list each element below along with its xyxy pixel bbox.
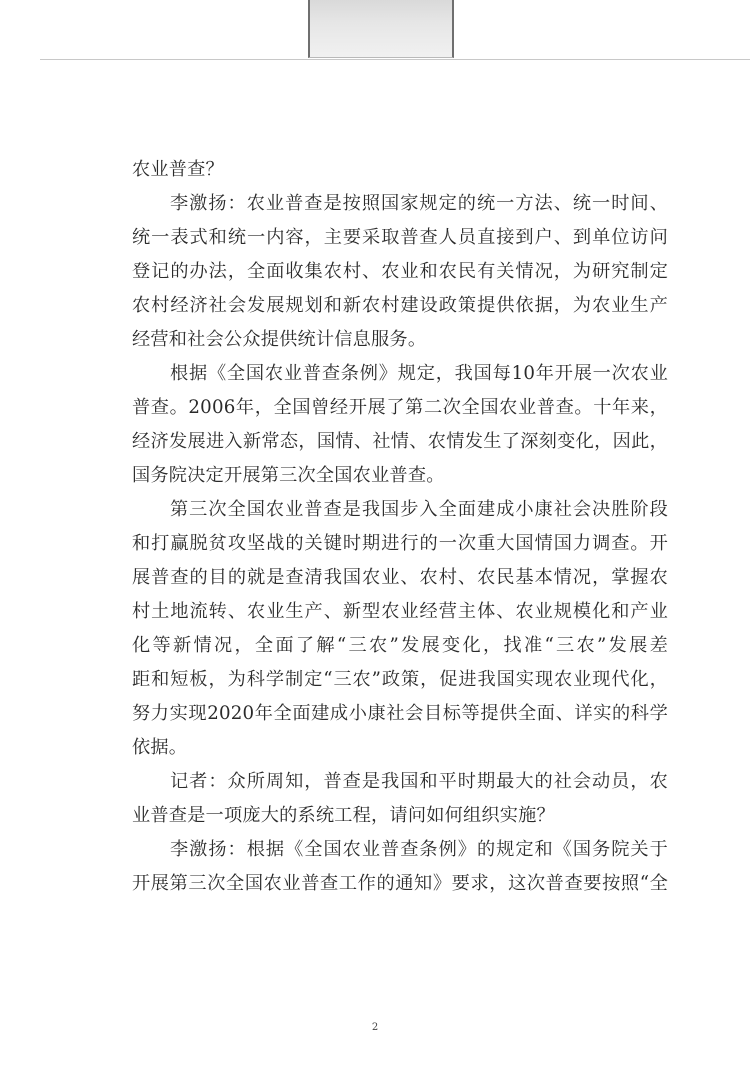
text-line: 开展第三次全国农业普查工作的通知》要求，这次普查要按照“全 [132, 873, 668, 894]
text-line: 村土地流转、农业生产、新型农业经营主体、农业规模化和产业 [132, 601, 668, 622]
text-line: 依据。 [132, 737, 188, 758]
text-line: 农村经济社会发展规划和新农村建设政策提供依据，为农业生产 [132, 295, 668, 316]
text-line: 距和短板，为科学制定“三农”政策，促进我国实现农业现代化， [132, 669, 668, 690]
text-line: 根据《全国农业普查条例》规定，我国每10年开展一次农业 [170, 363, 668, 384]
text-line: 登记的办法，全面收集农村、农业和农民有关情况，为研究制定 [132, 261, 668, 282]
page-number: 2 [371, 1022, 379, 1033]
document-body [132, 153, 668, 901]
text-line: 和打赢脱贫攻坚战的关键时期进行的一次重大国情国力调查。开 [132, 533, 668, 554]
text-line: 第三次全国农业普查是我国步入全面建成小康社会决胜阶段 [170, 499, 668, 520]
text-line: 李激扬：根据《全国农业普查条例》的规定和《国务院关于 [170, 839, 668, 860]
scanner-tab-mark [308, 0, 454, 58]
text-line: 经营和社会公众提供统计信息服务。 [132, 329, 427, 350]
text-line: 国务院决定开展第三次全国农业普查。 [132, 465, 445, 486]
text-line: 农业普查？ [132, 159, 224, 180]
text-line: 化等新情况，全面了解“三农”发展变化，找准“三农”发展差 [132, 635, 668, 656]
text-line: 努力实现2020年全面建成小康社会目标等提供全面、详实的科学 [132, 703, 668, 724]
scanner-edge-line [40, 59, 750, 60]
text-line: 记者：众所周知，普查是我国和平时期最大的社会动员，农 [170, 771, 668, 792]
text-line: 统一表式和统一内容，主要采取普查人员直接到户、到单位访问 [132, 227, 668, 248]
text-line: 展普查的目的就是查清我国农业、农村、农民基本情况，掌握农 [132, 567, 668, 588]
text-line: 李激扬：农业普查是按照国家规定的统一方法、统一时间、 [170, 193, 668, 214]
text-line: 业普查是一项庞大的系统工程，请问如何组织实施？ [132, 805, 555, 826]
text-line: 经济发展进入新常态，国情、社情、农情发生了深刻变化，因此， [132, 431, 668, 452]
text-line: 普查。2006年，全国曾经开展了第二次全国农业普查。十年来， [132, 397, 668, 418]
